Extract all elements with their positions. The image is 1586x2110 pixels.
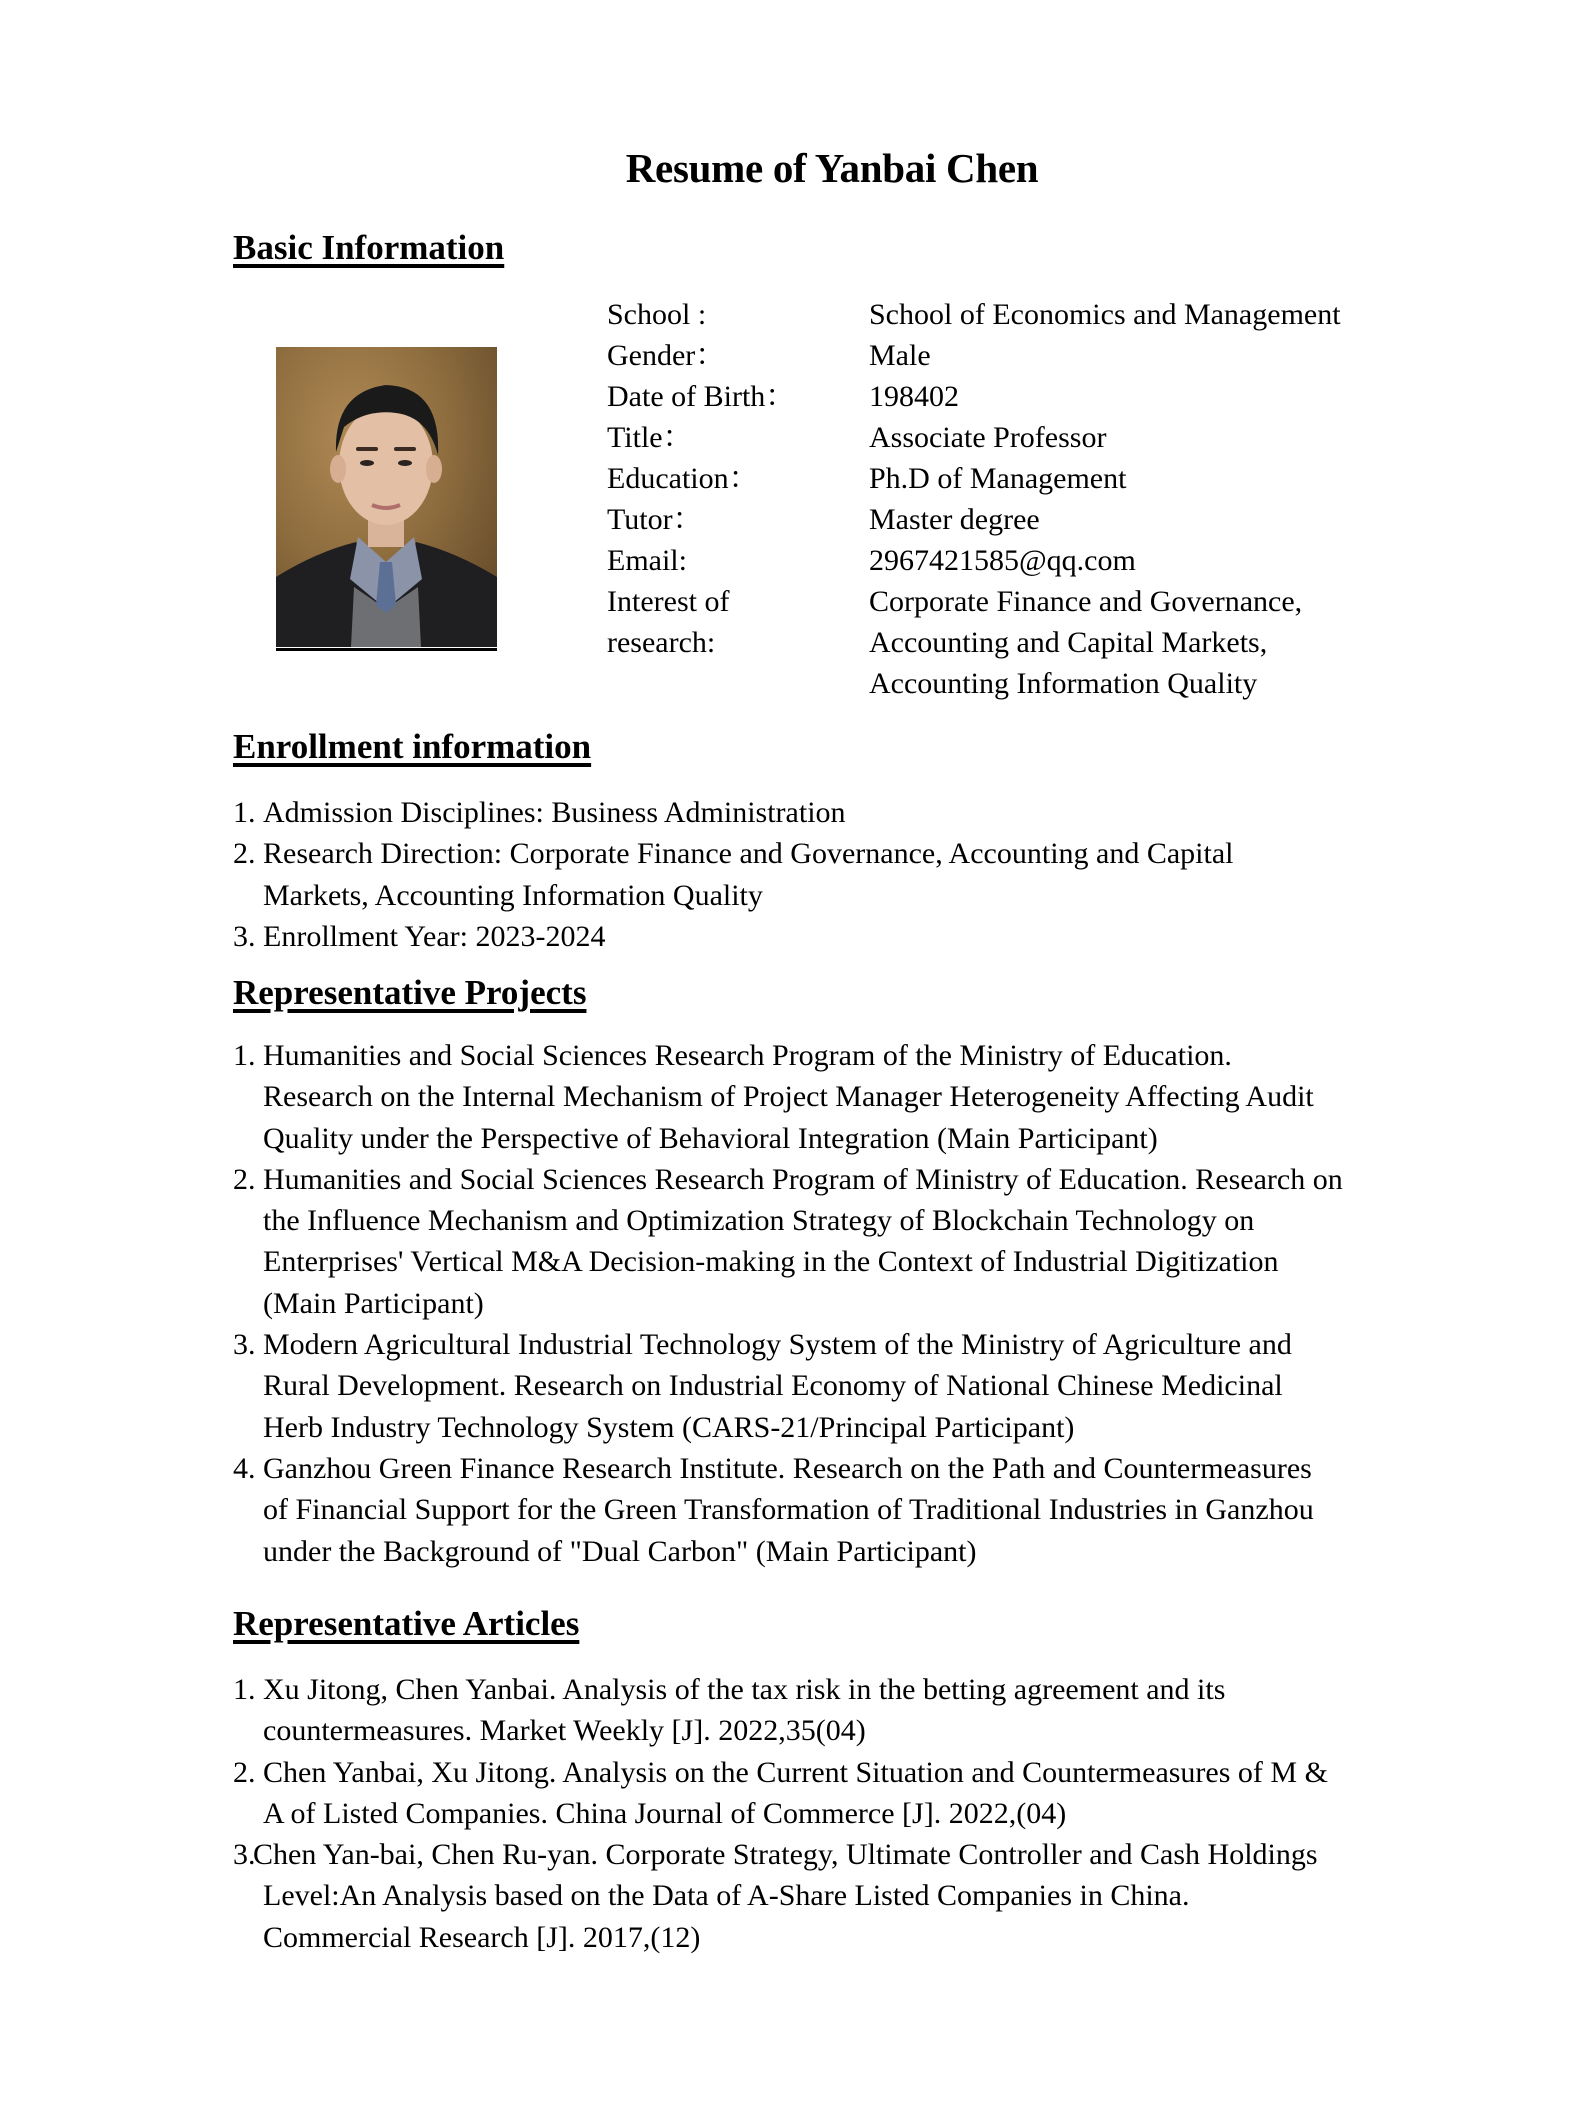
list-number: 4. <box>233 1451 256 1485</box>
email-link[interactable]: 2967421585@qq.com <box>869 544 1136 577</box>
list-item <box>233 1834 1343 1958</box>
info-row-research-interest <box>607 581 1341 704</box>
list-item <box>233 1669 1343 1752</box>
section-heading-basic-information: Basic Information <box>233 228 505 267</box>
list-text: Humanities and Social Sciences Research Program of Ministry of Education. Research on the Influence Mechanism and Optimization Strategy of Blockchain Technology on Enterprises' Vertical M&A Decision-making in the Context of Industrial Digitization (Main Participant) <box>263 1162 1343 1320</box>
list-number: 1. <box>233 1039 256 1072</box>
info-label-line: research: <box>607 626 716 659</box>
section-heading-enrollment: Enrollment information <box>233 727 592 766</box>
list-item <box>233 1035 1343 1159</box>
list-item <box>233 916 1343 957</box>
info-value-line: Accounting and Capital Markets, <box>869 626 1268 659</box>
info-value-line: Corporate Finance and Governance, <box>869 585 1303 618</box>
list-item <box>233 1448 1343 1572</box>
info-row-gender <box>607 335 1341 376</box>
document-title: Resume of Yanbai Chen <box>625 145 1039 191</box>
info-value: 198402 <box>869 380 959 413</box>
info-row-email <box>607 540 1341 581</box>
info-value <box>869 581 1302 704</box>
list-item <box>233 1324 1343 1448</box>
info-row-education <box>607 458 1341 499</box>
list-text: Ganzhou Green Finance Research Institute. Research on the Path and Countermeasures of Financial Support for the Green Transformation of Traditional Industries in Ganzhou under the Background of "Dual Carbon" (Main Participant) <box>263 1451 1314 1568</box>
info-label <box>607 581 869 704</box>
info-label: Gender： <box>607 339 726 372</box>
photo-underline <box>276 648 497 651</box>
list-number: 1. <box>233 1673 256 1706</box>
info-label: Education： <box>607 462 759 495</box>
list-number: 3. <box>233 1838 256 1872</box>
info-row-tutor <box>607 499 1341 540</box>
list-text: Chen Yanbai, Xu Jitong. Analysis on the Current Situation and Countermeasures of M & A of Listed Companies. China Journal of Commerce [J]. 2022,(04) <box>263 1755 1328 1830</box>
profile-photo <box>276 347 497 647</box>
info-label: Date of Birth： <box>607 380 796 413</box>
info-label: School : <box>607 298 707 331</box>
info-row-title <box>607 417 1341 458</box>
info-value: Ph.D of Management <box>869 462 1127 495</box>
articles-list <box>233 1669 1343 1958</box>
list-number: 2. <box>233 1162 256 1196</box>
list-number: 2. <box>233 1755 256 1789</box>
list-text: Xu Jitong, Chen Yanbai. Analysis of the tax risk in the betting agreement and its countermeasures. Market Weekly [J]. 2022,35(04) <box>263 1673 1226 1748</box>
info-value-line: Accounting Information Quality <box>869 667 1258 700</box>
info-label: Tutor： <box>607 503 703 536</box>
list-text: Research Direction: Corporate Finance and Governance, Accounting and Capital Markets, Accounting Information Quality <box>263 837 1234 912</box>
list-number: 2. <box>233 837 256 871</box>
list-item <box>233 792 1343 833</box>
section-heading-articles: Representative Articles <box>233 1604 580 1643</box>
list-item <box>233 1159 1343 1324</box>
portrait-icon <box>276 347 497 647</box>
info-value: Master degree <box>869 503 1040 536</box>
list-number: 1. <box>233 796 256 829</box>
info-label-line: Interest of <box>607 585 730 618</box>
info-label: Title： <box>607 421 693 454</box>
projects-list <box>233 1035 1343 1572</box>
list-text: Enrollment Year: 2023-2024 <box>263 919 606 953</box>
list-text: Humanities and Social Sciences Research Program of the Ministry of Education. Research on the Internal Mechanism of Project Manager Heterogeneity Affecting Audit Quality under the Perspective of Behavioral Integration (Main Participant) <box>263 1039 1314 1155</box>
info-row-school <box>607 294 1341 335</box>
list-text: Modern Agricultural Industrial Technology System of the Ministry of Agriculture and Rural Development. Research on Industrial Economy of National Chinese Medicinal Herb Industry Technology System (CARS-21/Principal Participant) <box>263 1328 1292 1444</box>
list-number: 3. <box>233 1328 256 1362</box>
list-text: Chen Yan-bai, Chen Ru-yan. Corporate Strategy, Ultimate Controller and Cash Holdings Level:An Analysis based on the Data of A-Share Listed Companies in China. Commercial Research [J]. 2017,(12) <box>253 1838 1318 1954</box>
info-value: School of Economics and Management <box>869 298 1341 331</box>
list-text: Admission Disciplines: Business Administration <box>263 796 846 829</box>
section-heading-projects: Representative Projects <box>233 973 587 1012</box>
info-value: Associate Professor <box>869 421 1107 454</box>
info-row-date-of-birth <box>607 376 1341 417</box>
list-number: 3. <box>233 919 256 953</box>
enrollment-list <box>233 792 1343 957</box>
list-item <box>233 833 1343 916</box>
info-value: Male <box>869 339 931 372</box>
list-item <box>233 1752 1343 1835</box>
basic-info-table <box>607 294 1341 704</box>
info-label: Email: <box>607 544 687 577</box>
